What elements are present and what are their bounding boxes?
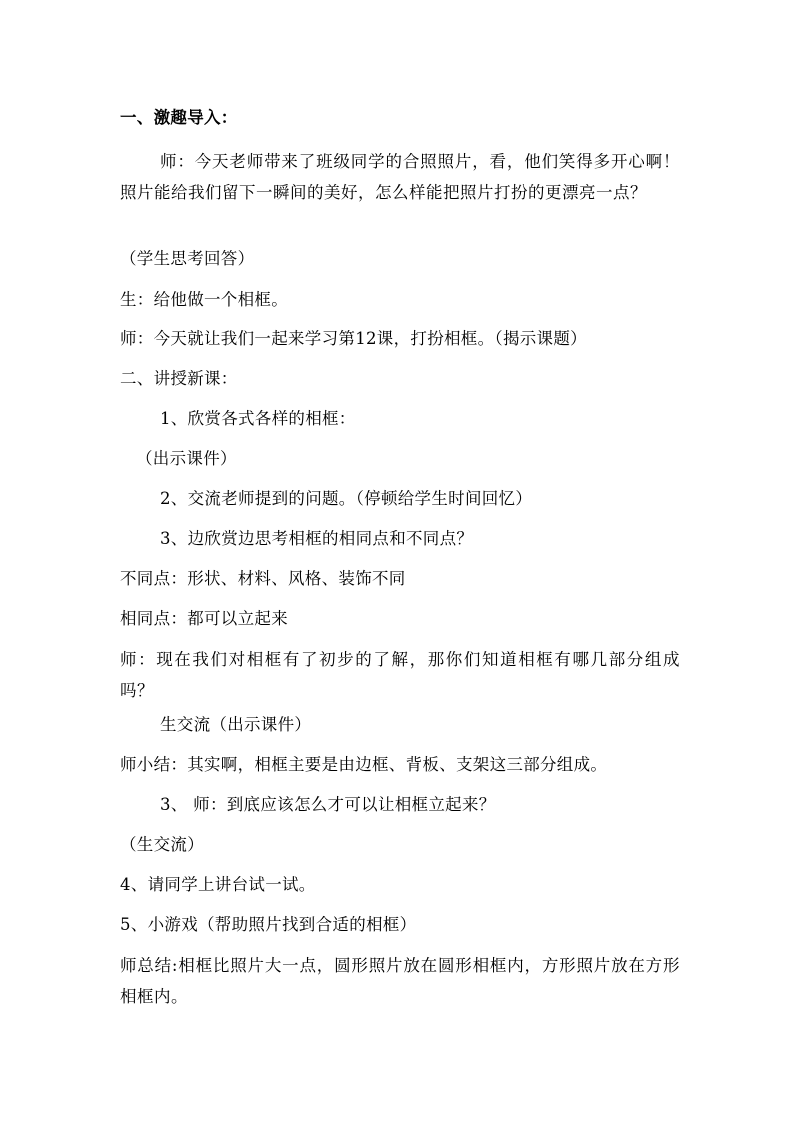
list-item-5: 5、小游戏（帮助照片找到合适的相框） — [120, 915, 417, 934]
line-teacher-summary: 师小结：其实啊，相框主要是由边框、背板、支架这三部分组成。 — [120, 755, 608, 774]
line-teacher-intro: 师：今天就让我们一起来学习第12课，打扮相框。（揭示课题） — [120, 329, 587, 348]
line-similarities: 相同点：都可以立起来 — [120, 609, 288, 628]
section-heading-intro: 一、激趣导入： — [120, 108, 238, 127]
line-students-think: （学生思考回答） — [120, 249, 255, 268]
paragraph-teacher-opening: 师：今天老师带来了班级同学的合照照片，看，他们笑得多开心啊！照片能给我们留下一瞬间的美好，怎么样能把照片打扮的更漂亮一点？ — [120, 152, 680, 202]
list-item-3: 3、边欣赏边思考相框的相同点和不同点？ — [160, 529, 474, 548]
paragraph-teacher-question: 师：现在我们对相框有了初步的了解，那你们知道相框有哪几部分组成吗？ — [120, 650, 680, 700]
section-heading-new-lesson: 二、讲授新课： — [120, 369, 238, 388]
line-student-answer: 生：给他做一个相框。 — [120, 290, 288, 309]
paragraph-teacher-conclusion: 师总结:相框比照片大一点，圆形照片放在圆形相框内，方形照片放在方形相框内。 — [120, 956, 680, 1006]
line-show-courseware: （出示课件） — [136, 449, 237, 468]
line-differences: 不同点：形状、材料、风格、装饰不同 — [120, 569, 406, 588]
list-item-1: 1、欣赏各式各样的相框： — [160, 409, 356, 428]
list-item-4: 4、请同学上讲台试一试。 — [120, 875, 316, 894]
list-item-3b: 3、 师：到底应该怎么才可以让相框立起来？ — [160, 795, 496, 814]
list-item-2: 2、交流老师提到的问题。（停顿给学生时间回忆） — [160, 489, 533, 508]
line-student-exchange: 生交流（出示课件） — [160, 715, 312, 734]
line-student-exchange-2: （生交流） — [120, 835, 204, 854]
